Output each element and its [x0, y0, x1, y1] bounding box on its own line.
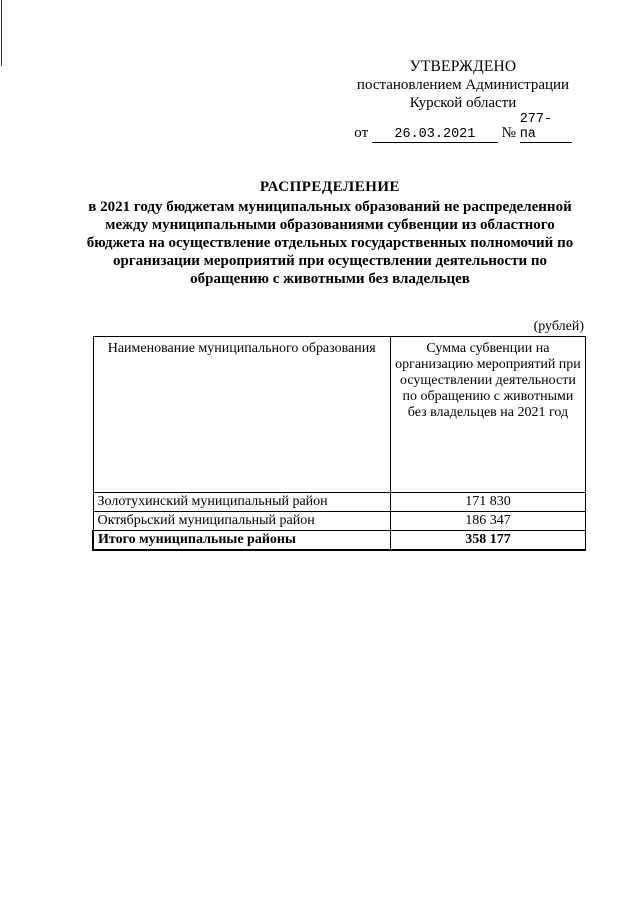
row-sum: 186 347: [390, 512, 585, 531]
number-prefix: №: [501, 125, 516, 141]
table-row: [93, 512, 586, 531]
table-total-row: [93, 531, 586, 551]
header-name: Наименование муниципального образования: [93, 337, 390, 493]
page-edge-line: [1, 0, 2, 66]
row-sum: 171 830: [390, 493, 585, 512]
approval-line-1: постановлением Администрации: [356, 77, 570, 93]
allocation-table: [92, 336, 586, 551]
approval-number: 277-па: [520, 112, 572, 143]
approval-block: [338, 58, 588, 143]
date-prefix: от: [354, 125, 369, 141]
approval-date-row: [338, 112, 588, 143]
document-title: [80, 178, 580, 288]
row-name: Золотухинский муниципальный район: [93, 493, 390, 512]
approval-line-2: Курской области: [409, 95, 517, 111]
total-name: Итого муниципальные районы: [93, 531, 390, 551]
units-label: (рублей): [533, 319, 584, 334]
total-sum: 358 177: [390, 531, 585, 551]
document-heading: РАСПРЕДЕЛЕНИЕ: [259, 179, 401, 195]
row-name: Октябрьский муниципальный район: [93, 512, 390, 531]
header-sum: Сумма субвенции на организацию мероприятий при осуществлении деятельности по обращению с животными без владельцев на 2021 год: [390, 337, 585, 493]
table-row: [93, 493, 586, 512]
approval-title: УТВЕРЖДЕНО: [409, 58, 517, 75]
approval-date: 26.03.2021: [372, 127, 498, 143]
document-subtitle: в 2021 году бюджетам муниципальных образований не распределенной между муниципальными образованиями субвенции из областного бюджета на осуществление отдельных государственных полномочий по организации мероприятий при осуществлении деятельности по обращению с животными без владельцев: [86, 199, 574, 287]
table-header-row: [93, 337, 586, 493]
